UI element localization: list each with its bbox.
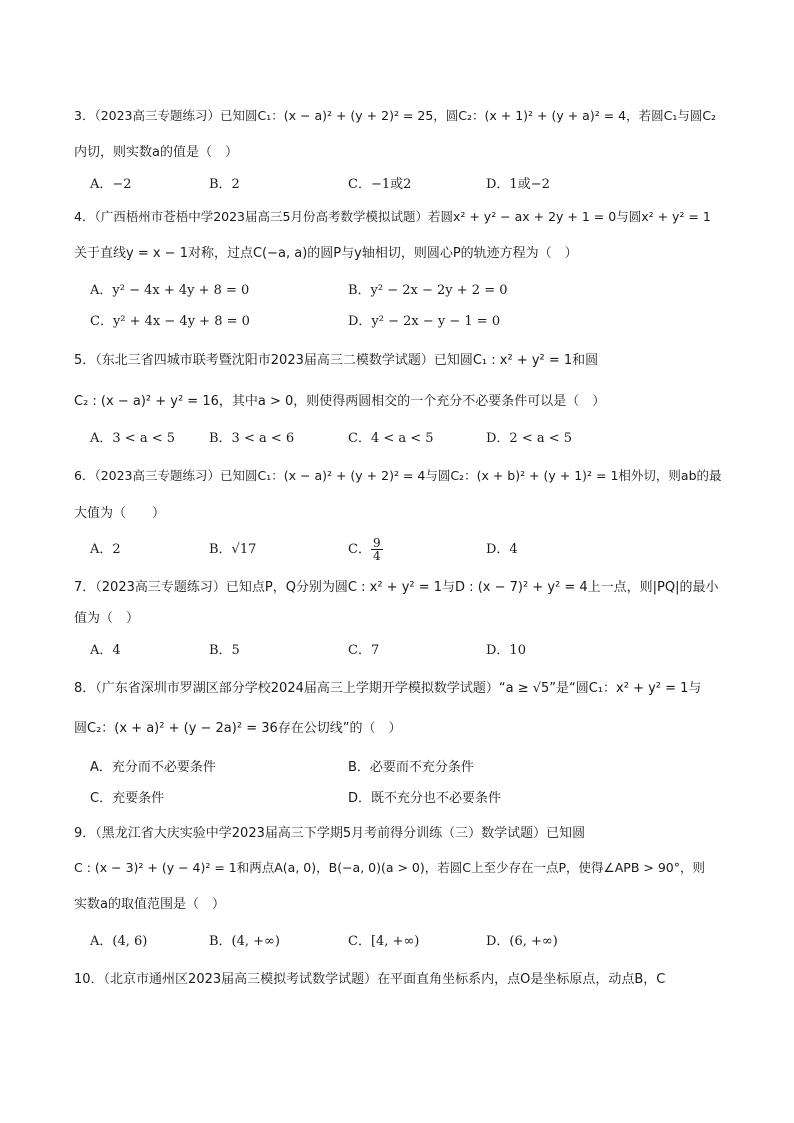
question-4-option-b: B．y² − 2x − 2y + 2 = 0 <box>348 283 508 298</box>
question-8-option-a: A．充分而不必要条件 <box>90 760 216 775</box>
fraction-nine-fourths <box>371 537 383 562</box>
question-4-option-c: C．y² + 4x − 4y + 8 = 0 <box>90 314 250 329</box>
fraction-denominator: 4 <box>372 549 381 563</box>
question-6-line-1: 6．（2023高三专题练习）已知圆C₁：(x − a)² + (y + 2)² = 4与圆C₂：(x + b)² + (y + 1)² = 1相外切，则ab的最 <box>74 468 722 483</box>
question-7-option-c: C．7 <box>348 643 380 658</box>
question-6-line-2: 大值为（ ） <box>74 506 166 521</box>
question-7-line-1: 7．（2023高三专题练习）已知点P，Q分别为圆C : x² + y² = 1与D : (x − 7)² + y² = 4上一点，则|PQ|的最小 <box>74 580 719 595</box>
question-3-option-a: A．−2 <box>90 177 132 192</box>
question-6-option-c <box>348 532 383 568</box>
question-9-line-1: 9．（黑龙江省大庆实验中学2023届高三下学期5月考前得分训练（三）数学试题）已知圆 <box>74 826 586 841</box>
question-9-option-a: A．(4, 6) <box>90 934 148 949</box>
question-8-option-c: C．充要条件 <box>90 791 165 806</box>
question-10-line-1: 10．（北京市通州区2023届高三模拟考试数学试题）在平面直角坐标系内，点O是坐标原点，动点B，C <box>74 972 666 987</box>
question-4-line-2: 关于直线y = x − 1对称，过点C(−a, a)的圆P与y轴相切，则圆心P的轨迹方程为（ ） <box>74 246 578 261</box>
question-5-option-a: A．3 < a < 5 <box>90 431 175 446</box>
question-7-option-d: D．10 <box>486 643 526 658</box>
question-3-option-c: C．−1或2 <box>348 177 412 192</box>
question-4-option-d: D．y² − 2x − y − 1 = 0 <box>348 314 501 329</box>
question-3-option-d: D．1或−2 <box>486 177 550 192</box>
question-3-option-b: B．2 <box>209 177 240 192</box>
question-3-line-1: 3．（2023高三专题练习）已知圆C₁：(x − a)² + (y + 2)² = 25，圆C₂：(x + 1)² + (y + a)² = 4，若圆C₁与圆C₂ <box>74 108 717 123</box>
question-5-option-b: B．3 < a < 6 <box>209 431 295 446</box>
question-9-line-3: 实数a的取值范围是（ ） <box>74 897 225 912</box>
question-3-line-2: 内切，则实数a的值是（ ） <box>74 145 238 160</box>
question-5-option-c: C．4 < a < 5 <box>348 431 434 446</box>
question-5-line-2: C₂ : (x − a)² + y² = 16，其中a > 0，则使得两圆相交的一个充分不必要条件可以是（ ） <box>74 394 606 409</box>
question-8-option-b: B．必要而不充分条件 <box>348 760 474 775</box>
question-8-option-d: D．既不充分也不必要条件 <box>348 791 502 806</box>
question-9-option-c: C．[4, +∞) <box>348 934 420 949</box>
question-5-line-1: 5．（东北三省四城市联考暨沈阳市2023届高三二模数学试题）已知圆C₁ : x² + y² = 1和圆 <box>74 353 599 368</box>
question-7-option-b: B．5 <box>209 643 240 658</box>
question-5-option-d: D．2 < a < 5 <box>486 431 573 446</box>
question-8-line-1: 8．（广东省深圳市罗湖区部分学校2024届高三上学期开学模拟数学试题）“a ≥ √5”是“圆C₁：x² + y² = 1与 <box>74 681 702 696</box>
question-6-option-b: B．√17 <box>209 542 257 557</box>
question-9-line-2: C : (x − 3)² + (y − 4)² = 1和两点A(a, 0)，B(−a, 0)(a > 0)，若圆C上至少存在一点P，使得∠APB > 90°，则 <box>74 860 705 875</box>
question-6-option-d: D．4 <box>486 542 518 557</box>
question-4-option-a: A．y² − 4x + 4y + 8 = 0 <box>90 283 250 298</box>
question-9-option-b: B．(4, +∞) <box>209 934 280 949</box>
question-8-line-2: 圆C₂：(x + a)² + (y − 2a)² = 36存在公切线”的（ ） <box>74 721 402 736</box>
question-9-option-d: D．(6, +∞) <box>486 934 558 949</box>
option-c-label: C． <box>348 542 371 557</box>
question-7-line-2: 值为（ ） <box>74 611 140 626</box>
question-7-option-a: A．4 <box>90 643 121 658</box>
question-4-line-1: 4．（广西梧州市苍梧中学2023届高三5月份高考数学模拟试题）若圆x² + y² − ax + 2y + 1 = 0与圆x² + y² = 1 <box>74 209 711 224</box>
fraction-numerator: 9 <box>372 536 381 550</box>
question-6-option-a: A．2 <box>90 542 121 557</box>
